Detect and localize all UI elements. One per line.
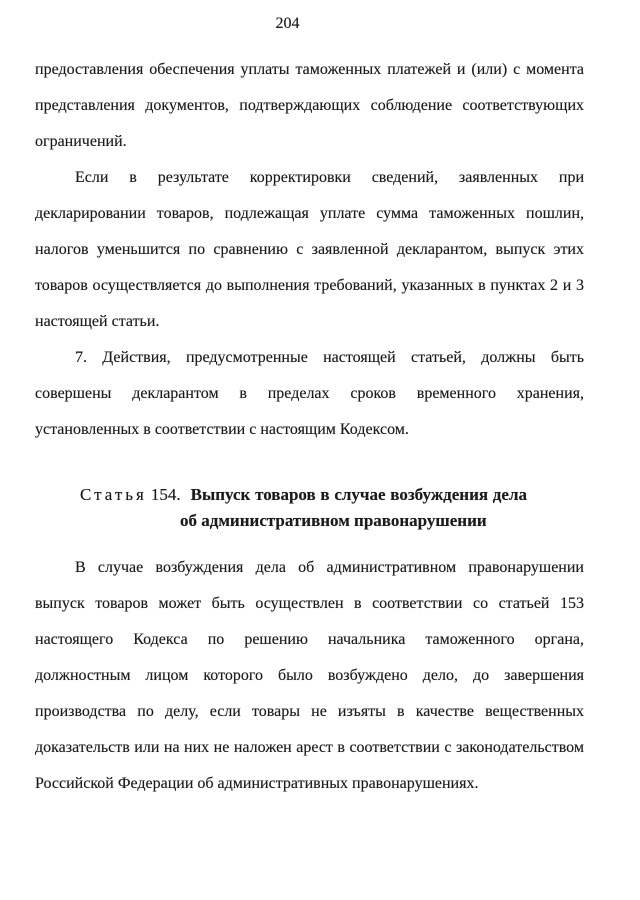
article-154-heading (80, 482, 527, 534)
article-label-number: 154. (150, 485, 181, 504)
paragraph-correction-of-information: Если в результате корректировки сведений, заявленных при декларировании товаров, подлежащая уплате сумма таможенных пошлин, налогов уменьшится по сравнению с заявленной декларантом, выпуск этих товаров осуществляется до выполнения требований, указанных в пунктах 2 и 3 настоящей статьи. (35, 169, 584, 330)
page-number: 204 (275, 15, 300, 32)
article-label-word: Статья (80, 485, 147, 504)
article-title: Выпуск товаров в случае возбуждения дела об административном правонарушении (180, 485, 527, 530)
paragraph-article-154-body: В случае возбуждения дела об административном правонарушении выпуск товаров может быть осуществлен в соответствии со статьей 153 настоящего Кодекса по решению начальника таможенного органа, должностным лицом которого было возбуждено дело, до завершения производства по делу, если товары не изъяты в качестве вещественных доказательств или на них не наложен арест в соответствии с законодательством Российской Федерации об административных правонарушениях. (35, 559, 584, 792)
paragraph-continuation: предоставления обеспечения уплаты таможенных платежей и (или) с момента представления документов, подтверждающих соблюдение соответствующих ограничений. (35, 61, 584, 150)
document-body (35, 52, 584, 802)
paragraph-item-7: 7. Действия, предусмотренные настоящей статьей, должны быть совершены декларантом в пределах сроков временного хранения, установленных в соответствии с настоящим Кодексом. (35, 349, 584, 438)
article-label (80, 485, 191, 504)
